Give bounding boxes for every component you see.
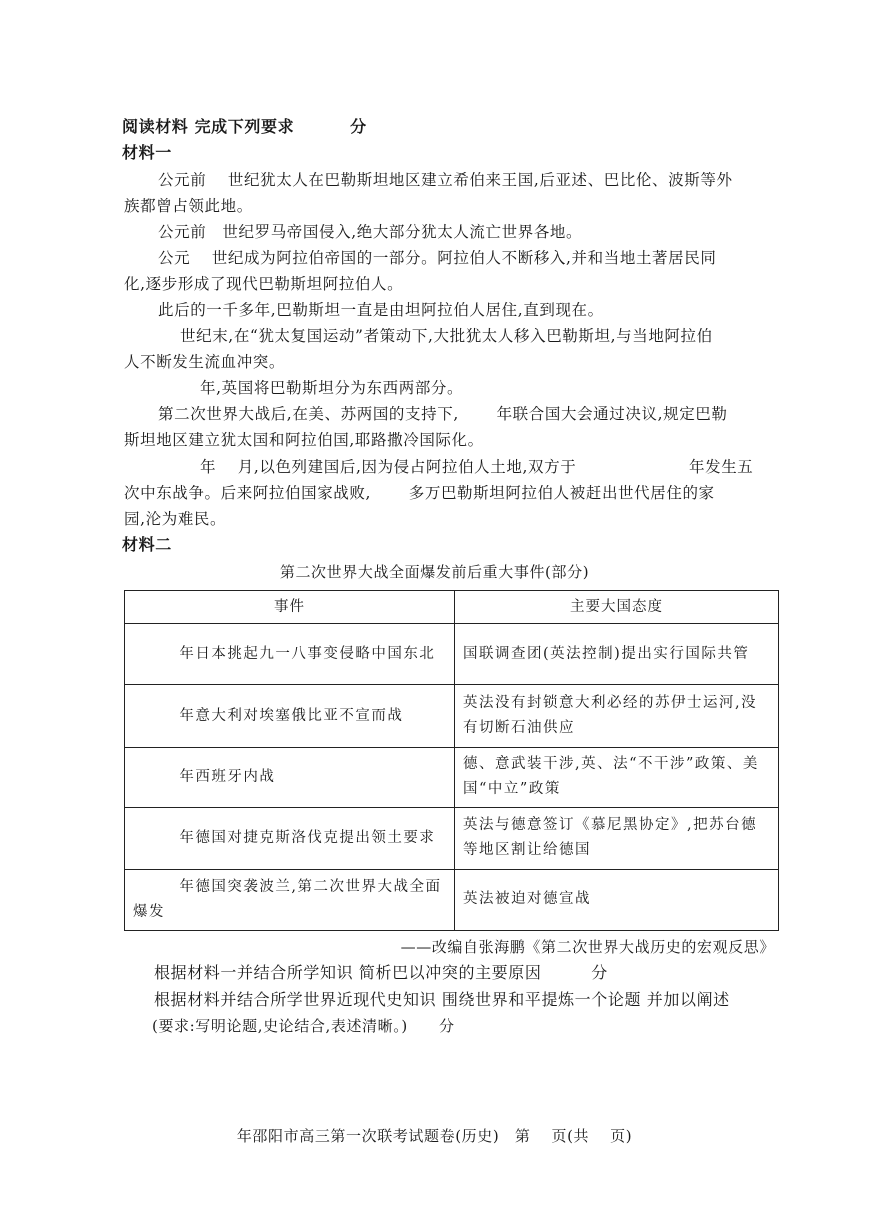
m1-p7-line2: 斯坦地区建立犹太国和阿拉伯国,耶路撒冷国际化。 (124, 431, 484, 449)
m1-p1-line1: 公元前 世纪犹太人在巴勒斯坦地区建立希伯来王国,后亚述、巴比伦、波斯等外 (158, 171, 733, 189)
attitude-cell: 英法被迫对德宣战 (455, 869, 779, 930)
task-2-requirement: (要求:写明论题,史论结合,表述清晰。) 分 (152, 1017, 455, 1035)
m1-p8-line1: 年 月,以色列建国后,因为侵占阿拉伯人土地,双方于 年发生五 (200, 458, 754, 476)
task-1: 根据材料一并结合所学知识 简析巴以冲突的主要原因 分 (154, 963, 608, 982)
m1-p4-line1: 此后的一千多年,巴勒斯坦一直是由坦阿拉伯人居住,直到现在。 (158, 301, 604, 319)
column-header-attitude: 主要大国态度 (455, 591, 779, 624)
attitude-cell: 德、意武装干涉,英、法“不干涉”政策、美国“中立”政策 (455, 747, 779, 807)
m1-p3-line1: 公元 世纪成为阿拉伯帝国的一部分。阿拉伯人不断移入,并和当地土著居民同 (158, 249, 717, 267)
event-cell: 年德国突袭波兰,第二次世界大战全面爆发 (125, 869, 455, 930)
page-footer: 年邵阳市高三第一次联考试题卷(历史) 第 页(共 页) (236, 1127, 633, 1145)
attitude-cell: 国联调查团(英法控制)提出实行国际共管 (455, 624, 779, 685)
table-source: ——改编自张海鹏《第二次世界大战历史的宏观反思》 (400, 938, 775, 956)
m1-p5-line2: 人不断发生流血冲突。 (124, 353, 286, 371)
table-header-row (125, 591, 779, 624)
m1-p3-line2: 化,逐步形成了现代巴勒斯坦阿拉伯人。 (124, 275, 404, 293)
question-prompt: 阅读材料 完成下列要求 分 (122, 117, 367, 136)
m1-p6-line1: 年,英国将巴勒斯坦分为东西两部分。 (200, 379, 464, 397)
material2-heading: 材料二 (122, 535, 172, 554)
m1-p8-line2: 次中东战争。后来阿拉伯国家战败, 多万巴勒斯坦阿拉伯人被赶出世代居住的家 (124, 484, 715, 502)
attitude-cell: 英法没有封锁意大利必经的苏伊士运河,没有切断石油供应 (455, 685, 779, 747)
m1-p2-line1: 公元前 世纪罗马帝国侵入,绝大部分犹太人流亡世界各地。 (158, 223, 583, 241)
attitude-cell: 英法与德意签订《慕尼黑协定》,把苏台德等地区割让给德国 (455, 808, 779, 869)
event-cell: 年意大利对埃塞俄比亚不宣而战 (125, 685, 455, 747)
table-title: 第二次世界大战全面爆发前后重大事件(部分) (279, 563, 590, 581)
event-cell: 年德国对捷克斯洛伐克提出领土要求 (125, 808, 455, 869)
table-row (125, 747, 779, 807)
m1-p8-line3: 园,沦为难民。 (124, 510, 227, 528)
events-table (124, 590, 779, 931)
m1-p5-line1: 世纪末,在“犹太复国运动”者策动下,大批犹太人移入巴勒斯坦,与当地阿拉伯 (180, 327, 713, 345)
m1-p7-line1: 第二次世界大战后,在美、苏两国的支持下, 年联合国大会通过决议,规定巴勒 (158, 405, 728, 423)
event-cell: 年日本挑起九一八事变侵略中国东北 (125, 624, 455, 685)
event-cell: 年西班牙内战 (125, 747, 455, 807)
table-row (125, 808, 779, 869)
table-row (125, 624, 779, 685)
column-header-event: 事件 (125, 591, 455, 624)
m1-p1-line2: 族都曾占领此地。 (124, 197, 253, 215)
table-row (125, 685, 779, 747)
material1-heading: 材料一 (122, 143, 172, 162)
task-2: 根据材料并结合所学世界近现代史知识 围绕世界和平提炼一个论题 并加以阐述 (154, 990, 730, 1009)
table-row (125, 869, 779, 930)
